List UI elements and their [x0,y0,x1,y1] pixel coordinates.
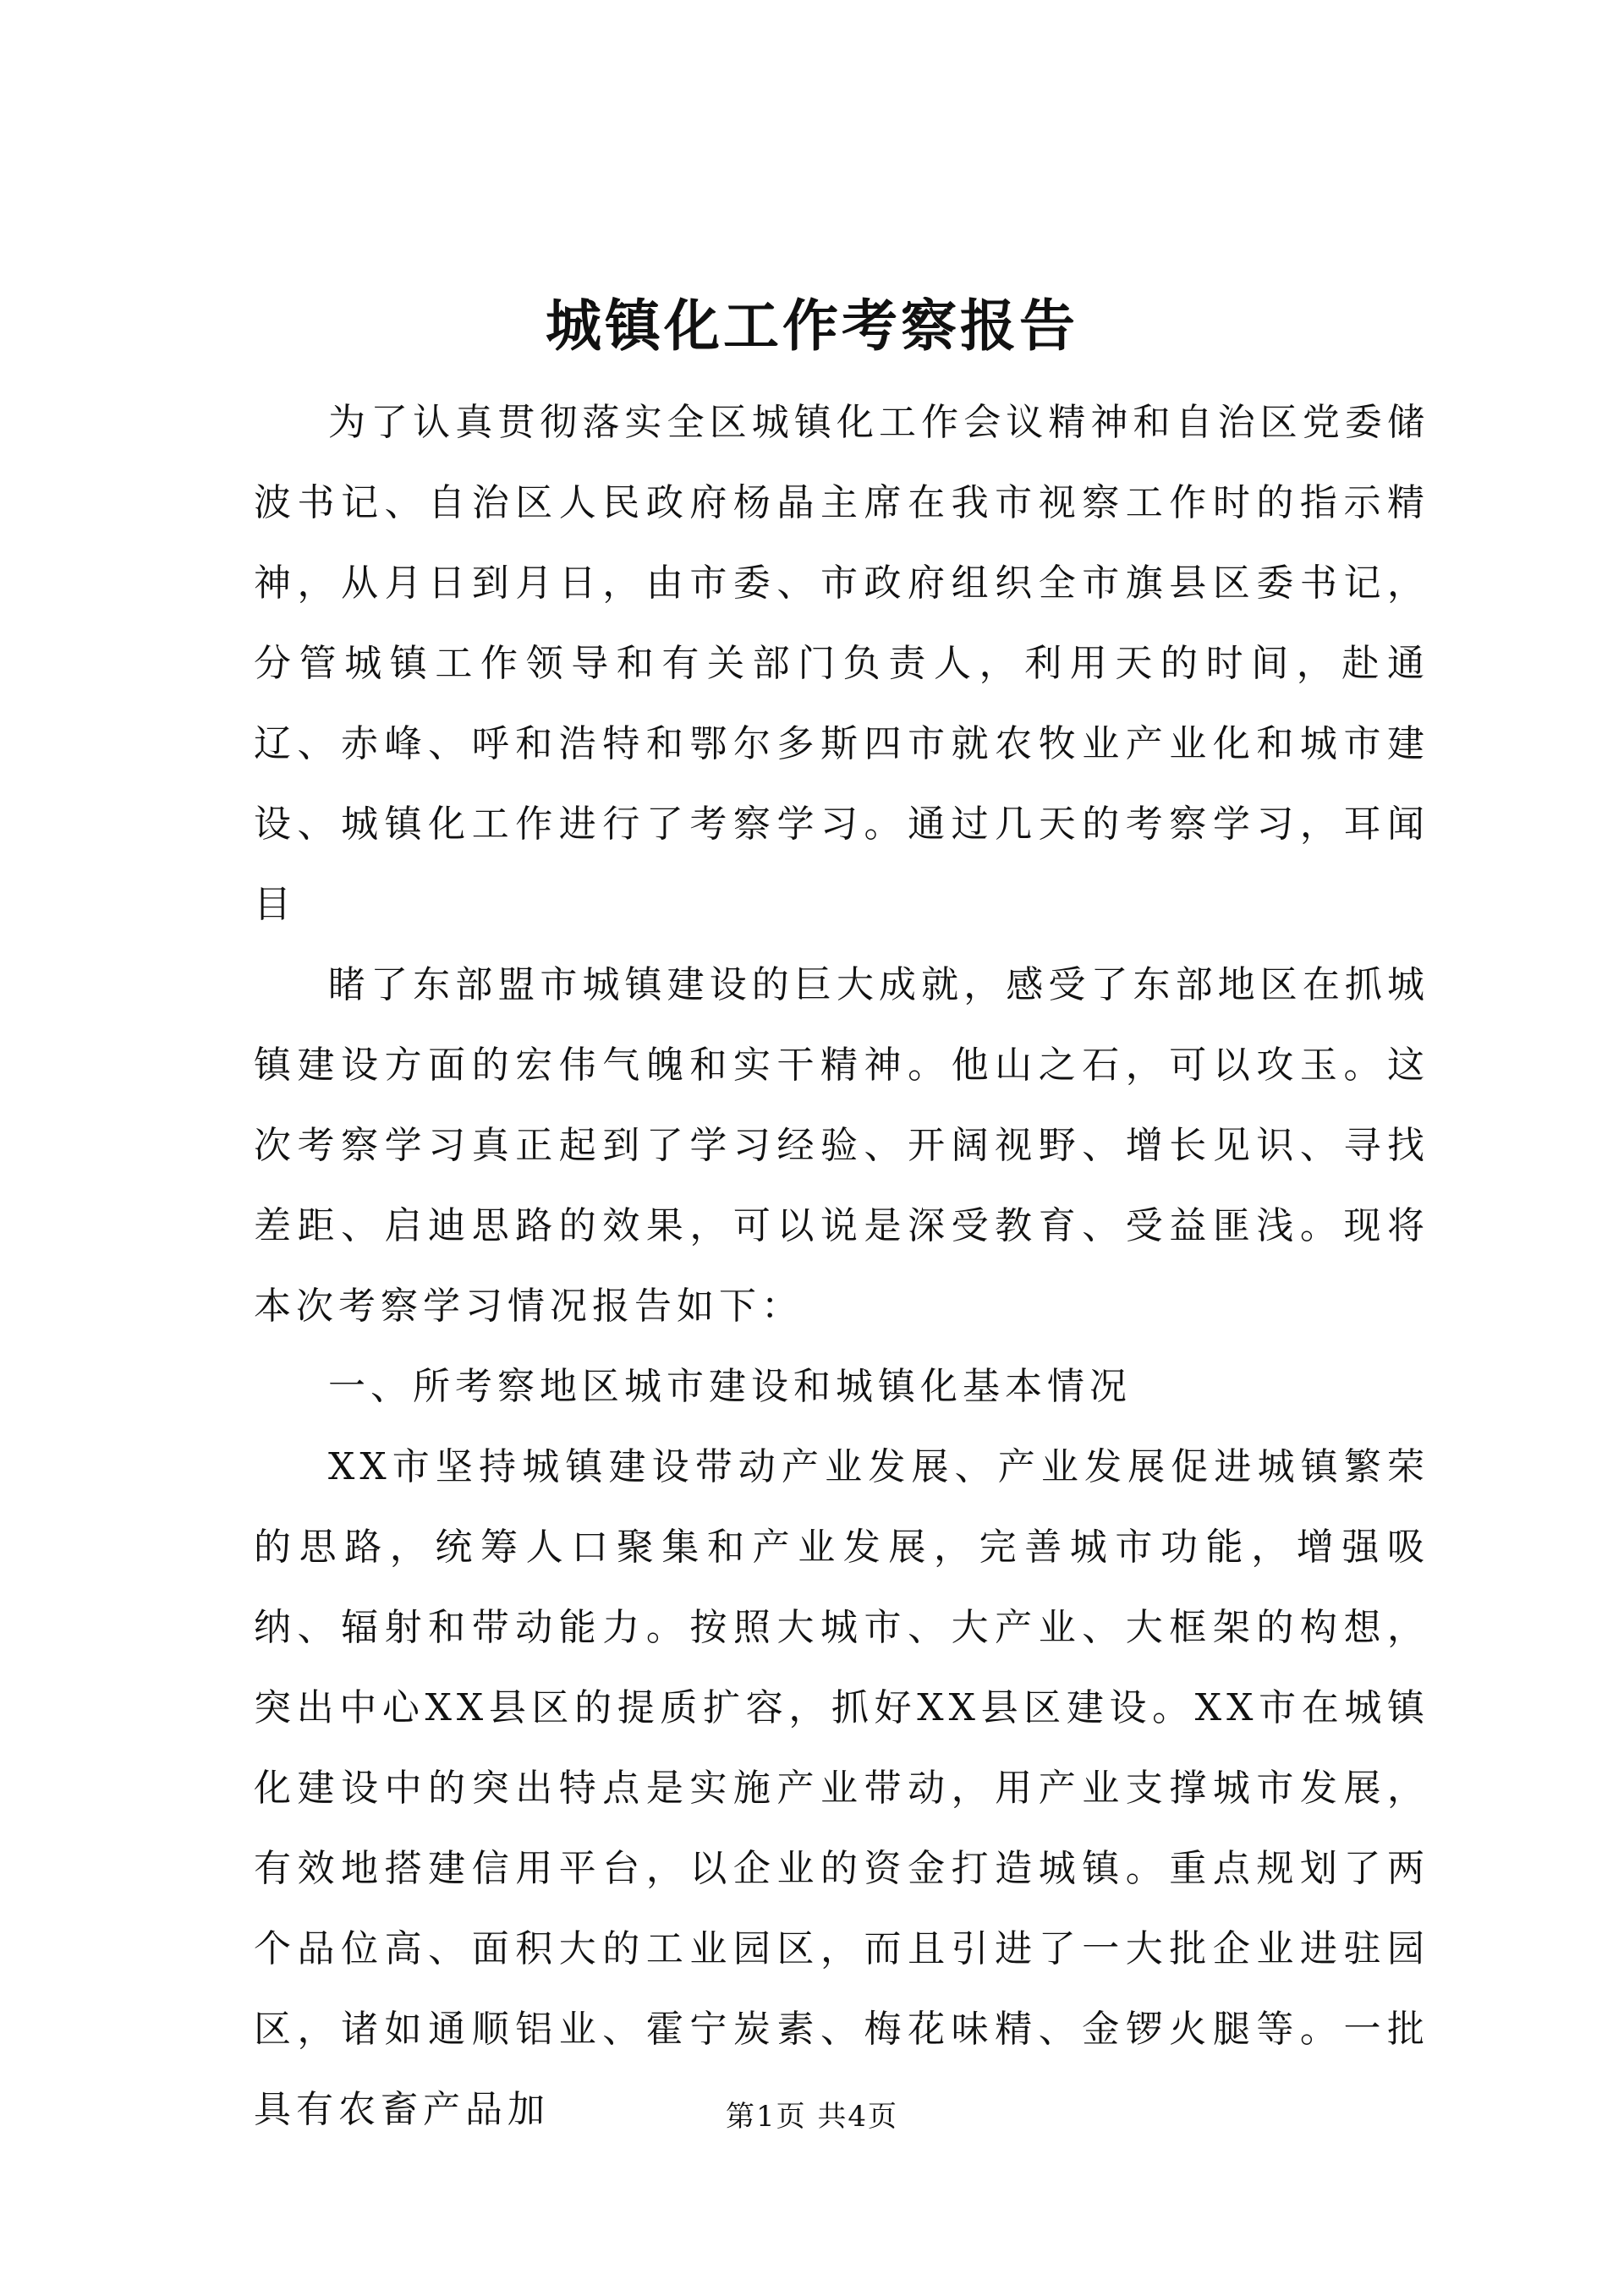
paragraph-xx-city: XX市坚持城镇建设带动产业发展、产业发展促进城镇繁荣的思路，统筹人口聚集和产业发展，完善城市功能，增强吸纳、辐射和带动能力。按照大城市、大产业、大框架的构想，突出中心XX县区的提质扩容，抓好XX县区建设。XX市在城镇化建设中的突出特点是实施产业带动，用产业支撑城市发展，有效地搭建信用平台，以企业的资金打造城镇。重点规划了两个品位高、面积大的工业园区，而且引进了一大批企业进驻园区，诸如通顺铝业、霍宁炭素、梅花味精、金锣火腿等。一批具有农畜产品加 [254,1445,1429,2131]
section-heading: 一、所考察地区城市建设和城镇化基本情况 [328,1365,1132,1408]
document-title: 城镇化工作考察报告 [546,293,1078,359]
page-number: 第1页 共4页 [725,2100,899,2134]
document-body [254,382,1429,2150]
paragraph-summary: 睹了东部盟市城镇建设的巨大成就，感受了东部地区在抓城镇建设方面的宏伟气魄和实干精神。他山之石，可以攻玉。这次考察学习真正起到了学习经验、开阔视野、增长见识、寻找差距、启迪思路的效果，可以说是深受教育、受益匪浅。现将本次考察学习情况报告如下： [254,963,1429,1328]
paragraph-intro: 为了认真贯彻落实全区城镇化工作会议精神和自治区党委储波书记、自治区人民政府杨晶主席在我市视察工作时的指示精神，从月日到月日，由市委、市政府组织全市旗县区委书记，分管城镇工作领导和有关部门负责人，利用天的时间，赴通辽、赤峰、呼和浩特和鄂尔多斯四市就农牧业产业化和城市建设、城镇化工作进行了考察学习。通过几天的考察学习，耳闻目 [254,401,1429,926]
